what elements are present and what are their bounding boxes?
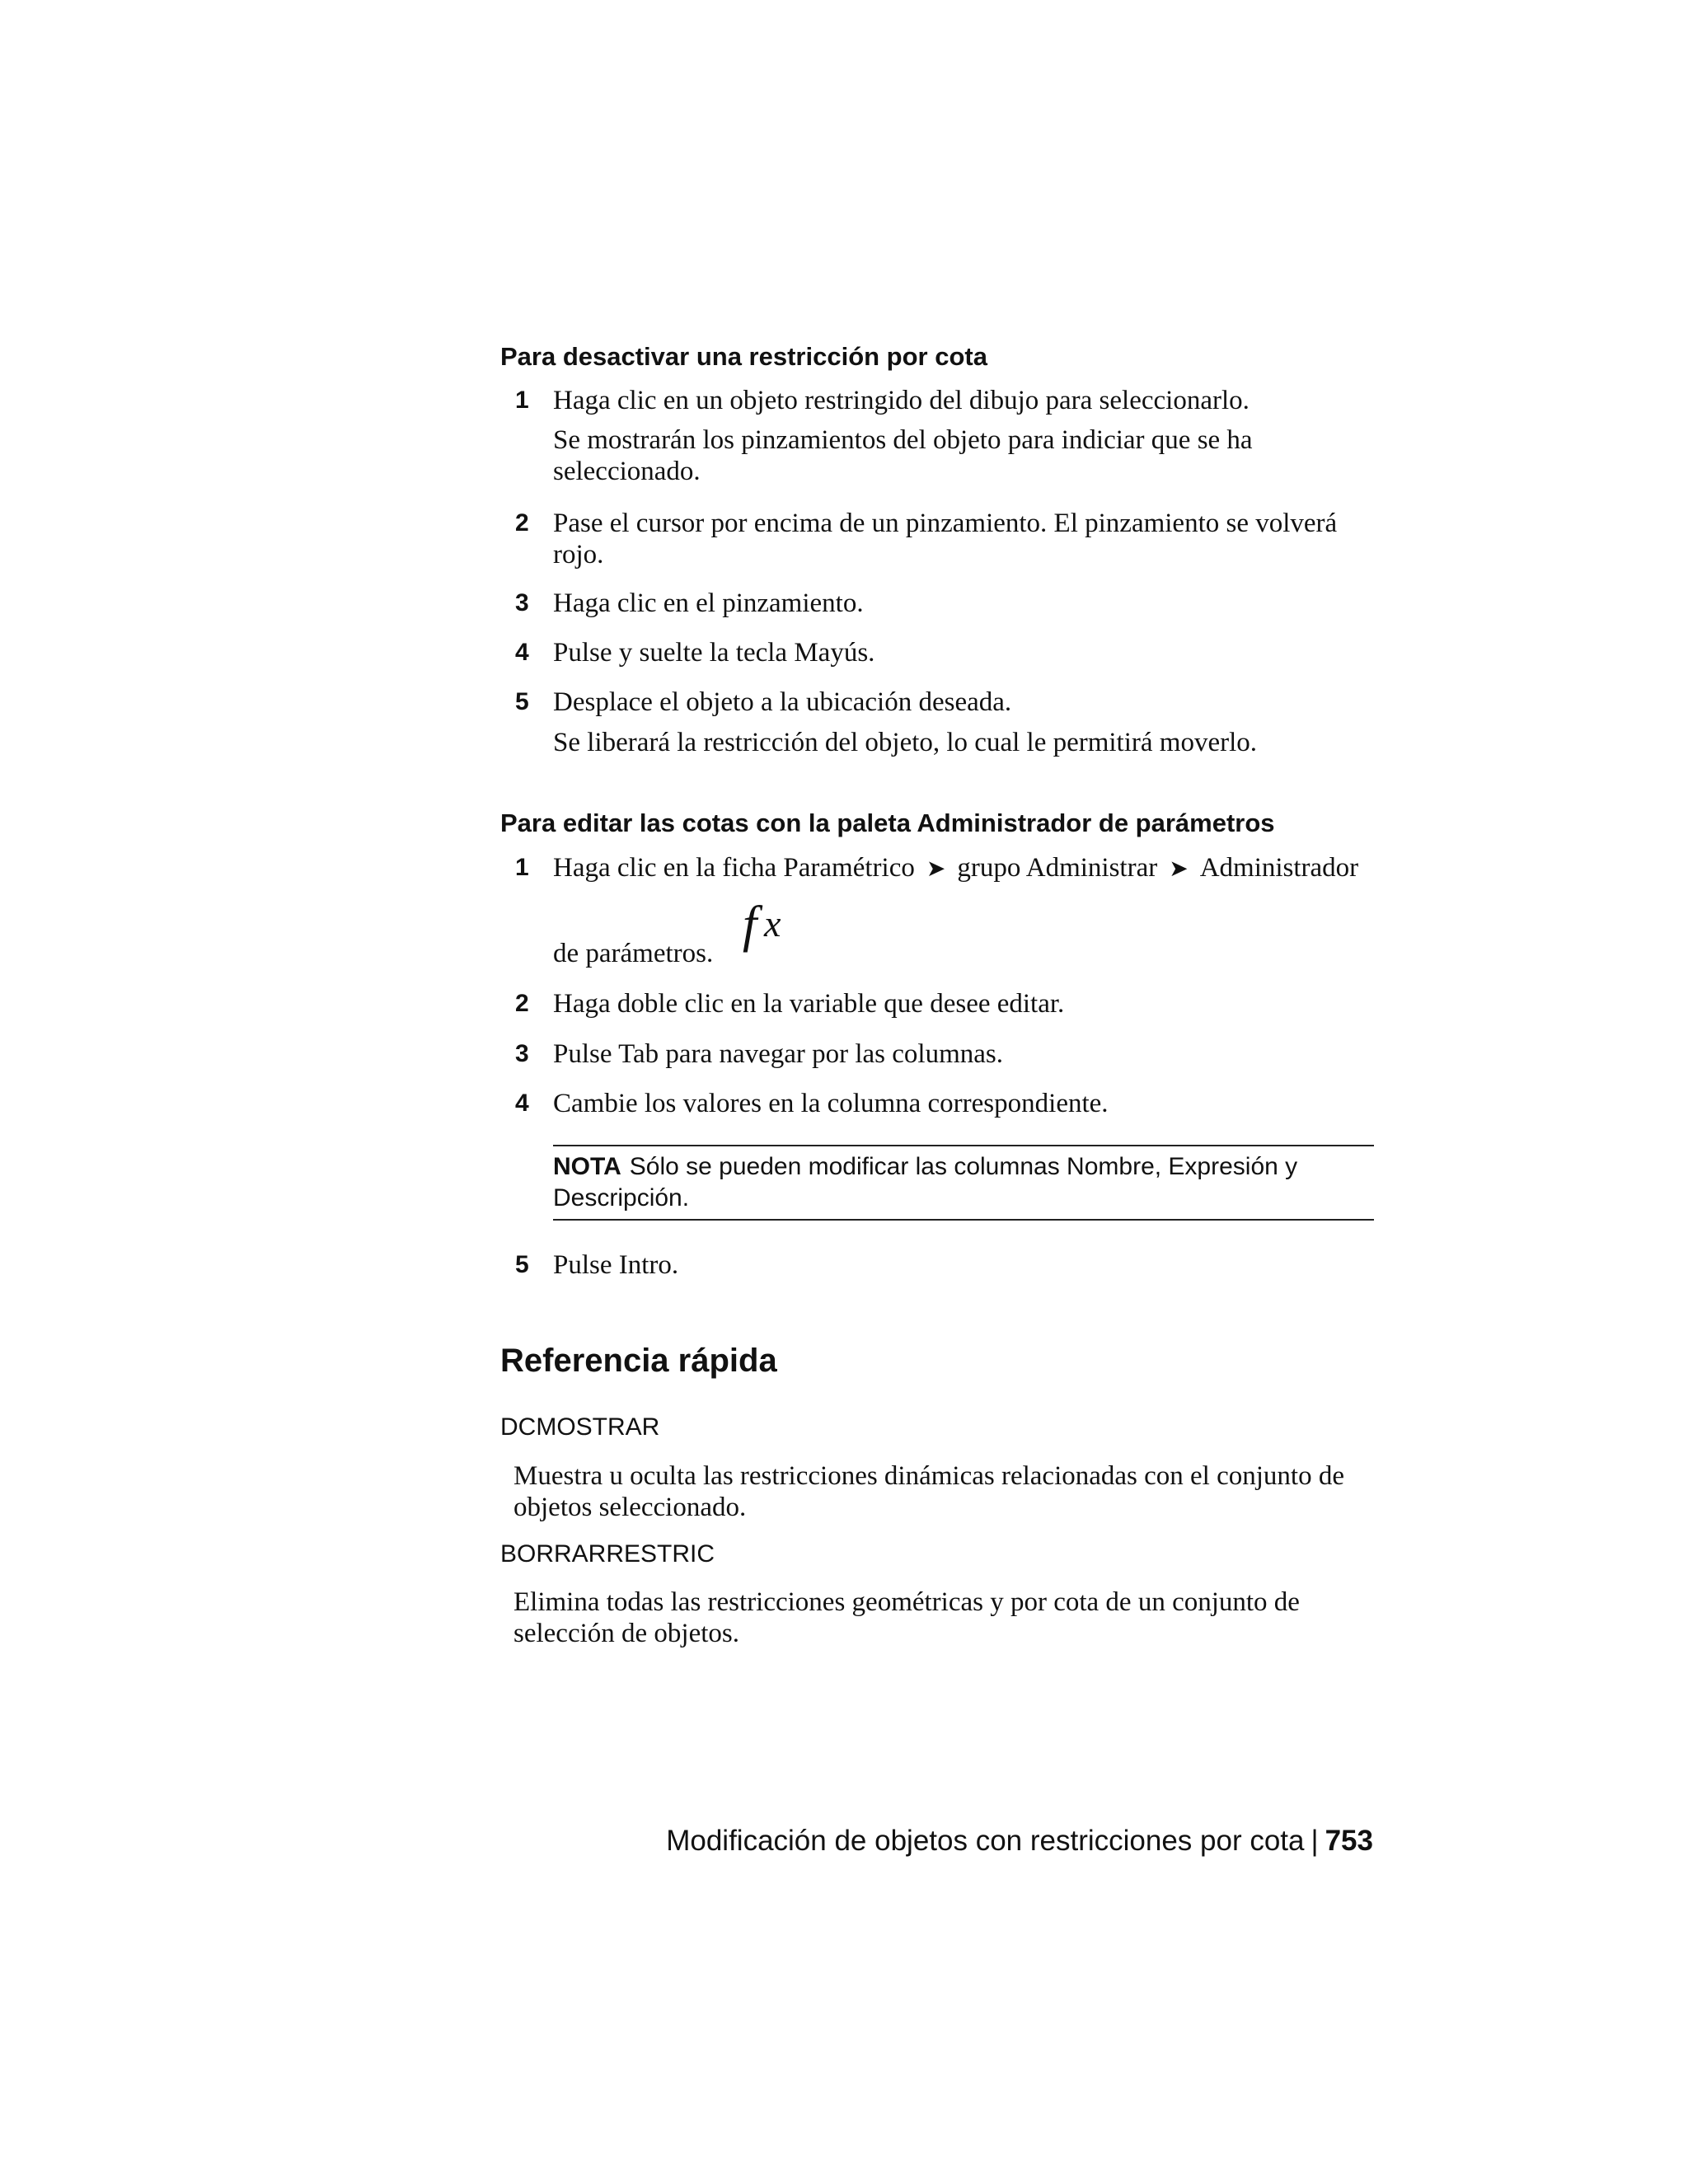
step-text: Pase el cursor por encima de un pinzamiento. El pinzamiento se volverá rojo. xyxy=(553,509,1338,569)
svg-text:x: x xyxy=(764,902,781,944)
procedure-title-edit: Para editar las cotas con la paleta Administrador de parámetros xyxy=(500,808,1275,837)
step-text: Pulse Tab para navegar por las columnas. xyxy=(553,1039,1003,1069)
step-number: 3 xyxy=(515,1040,529,1067)
step-number: 4 xyxy=(515,1090,529,1117)
step-number: 5 xyxy=(515,1251,529,1278)
ribbon-command-label: Administrador xyxy=(1199,853,1359,883)
procedure-title-disable: Para desactivar una restricción por cota xyxy=(500,342,987,371)
ribbon-tab-label: Haga clic en la ficha Paramétrico xyxy=(553,853,915,883)
step-number: 1 xyxy=(515,854,529,881)
step-number: 4 xyxy=(515,639,529,666)
arrow-icon: ➤ xyxy=(1169,856,1189,882)
step-result: Se mostrarán los pinzamientos del objeto para indiciar que se ha seleccionado. xyxy=(553,425,1253,486)
step-number: 3 xyxy=(515,589,529,616)
section-title-quick-reference: Referencia rápida xyxy=(500,1343,777,1379)
footer-chapter-title: Modificación de objetos con restricciones por cota xyxy=(666,1825,1305,1857)
command-name: BORRARRESTRIC xyxy=(500,1540,715,1568)
step-text: Pulse y suelte la tecla Mayús. xyxy=(553,638,875,668)
step-text: Desplace el objeto a la ubicación deseada. xyxy=(553,687,1012,717)
step-text xyxy=(553,852,1374,885)
step-text: Pulse Intro. xyxy=(553,1250,679,1280)
note-label: NOTA xyxy=(553,1153,621,1180)
step-text: Haga clic en un objeto restringido del dibujo para seleccionarlo. xyxy=(553,386,1250,415)
step-continuation: de parámetros. xyxy=(553,939,714,968)
command-description: Elimina todas las restricciones geométricas y por cota de un conjunto de selección de objetos. xyxy=(513,1587,1300,1648)
command-description: Muestra u oculta las restricciones dinámicas relacionadas con el conjunto de objetos seleccionado. xyxy=(513,1461,1344,1522)
step-number: 2 xyxy=(515,509,529,537)
arrow-icon: ➤ xyxy=(926,856,946,882)
step-number: 1 xyxy=(515,387,529,414)
fx-icon xyxy=(739,897,800,954)
ribbon-group-label: grupo Administrar xyxy=(957,853,1158,883)
step-text: Cambie los valores en la columna correspondiente. xyxy=(553,1089,1109,1118)
step-number: 2 xyxy=(515,990,529,1017)
page-number: 753 xyxy=(1325,1825,1373,1857)
step-number: 5 xyxy=(515,688,529,715)
svg-text:f: f xyxy=(743,897,757,953)
command-name: DCMOSTRAR xyxy=(500,1413,660,1441)
step-text: Haga clic en el pinzamiento. xyxy=(553,588,864,618)
note-text: Sólo se pueden modificar las columnas Nombre, Expresión y Descripción. xyxy=(553,1153,1298,1212)
footer-separator: | xyxy=(1311,1825,1319,1857)
step-text: Haga doble clic en la variable que desee editar. xyxy=(553,989,1065,1019)
page-footer xyxy=(666,1823,1373,1859)
step-result: Se liberará la restricción del objeto, lo cual le permitirá moverlo. xyxy=(553,728,1258,757)
note-box xyxy=(553,1145,1374,1221)
